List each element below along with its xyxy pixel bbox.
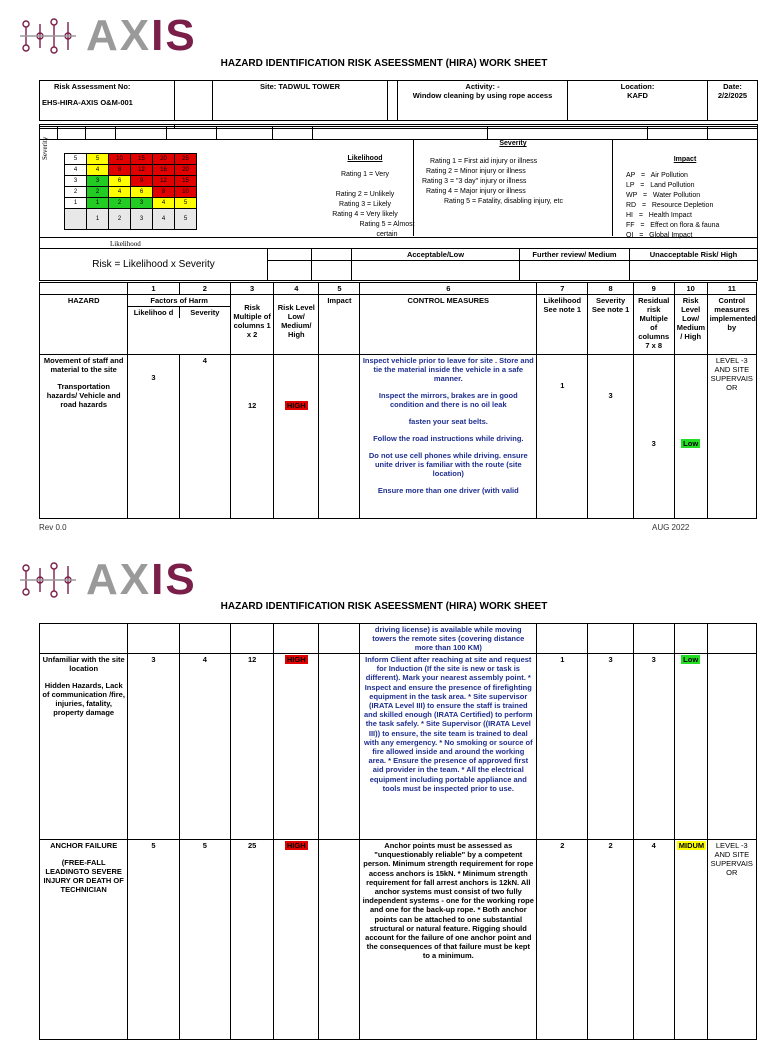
control-measure-item: Inspect vehicle prior to leave for site . Store and tie the material inside the vehicle in a safe manner. [362, 356, 534, 383]
matrix-row-label: 2 [65, 187, 87, 198]
matrix-cell: 20 [153, 154, 175, 165]
network-logo-icon [16, 16, 86, 56]
risk-level-badge: HIGH [286, 655, 306, 664]
impact-item: FF = Effect on flora & fauna [626, 222, 720, 229]
page-title-2: HAZARD IDENTIFICATION RISK ASEESSMENT (HIRA) WORK SHEET [220, 601, 548, 612]
location-value: KAFD [627, 91, 648, 100]
severity-r3: Rating 3 = "3 day" injury or illness [422, 178, 527, 185]
column-number: 1 [128, 283, 179, 295]
matrix-column-label: 4 [153, 209, 175, 230]
severity-value: 5 [179, 840, 230, 1040]
logo-text-ax: AX [86, 11, 152, 60]
page-title: HAZARD IDENTIFICATION RISK ASEESSMENT (HIRA) WORK SHEET [220, 58, 548, 69]
table-row [40, 355, 757, 519]
date-value: 2/2/2025 [717, 91, 748, 100]
hazard-text-b: (FREE-FALL LEADINGTO SEVERE INJURY OR DEATH OF TECHNICIAN [43, 858, 124, 894]
matrix-cell: 4 [109, 187, 131, 198]
logo-text-is: IS [151, 11, 197, 60]
table-row [40, 654, 757, 840]
control-measures-cell: Inform Client after reaching at site and request for Induction (If the site is new or task is different). Mark your nearest assembly point. * Inspect and ensure the presence of firefighting equipment in the task area. * Site supervisor (IRATA Level III) to ensure the staff is trained and skilled enough (IRATA Certified) to perform the task safely. * Site Supervisor ((IRATA Level III)) to ensure, the site team is trained to deal with any emergency. * No smoking or source of fire allowed inside and around the working area. * Ensure the presence of approved first aid provider in the team. * All the electrical equipment including portable appliance and tools must be inspected prior to use. [360, 654, 537, 840]
matrix-cell: 12 [131, 165, 153, 176]
severity-value: 4 [179, 355, 230, 519]
likelihood2-value: 1 [537, 355, 588, 519]
likelihood2-header: Likelihood See note 1 [537, 295, 588, 355]
matrix-cell: 8 [153, 187, 175, 198]
implemented-by: LEVEL -3 AND SITE SUPERVAIS OR [707, 840, 756, 1040]
column-number: 2 [179, 283, 230, 295]
impact-list [620, 171, 750, 241]
hazard-table-continued [39, 623, 757, 1040]
risk-value: 12 [231, 654, 274, 840]
matrix-column-label: 1 [87, 209, 109, 230]
severity-value: 4 [179, 654, 230, 840]
impact-header: Impact [319, 295, 360, 355]
matrix-cell: 20 [175, 165, 197, 176]
control-header: CONTROL MEASURES [360, 295, 537, 355]
risk-level2-badge: MIDUM [678, 841, 705, 850]
severity-header: Severity [190, 308, 220, 317]
matrix-cell: 2 [87, 187, 109, 198]
likelihood-r1: Rating 1 = Very [340, 171, 390, 178]
matrix-cell: 15 [131, 154, 153, 165]
hazard-cell [40, 840, 128, 1040]
band-medium: Further review/ Medium [520, 249, 630, 261]
likelihood2-value: 1 [537, 654, 588, 840]
column-number: 10 [674, 283, 707, 295]
column-number: 9 [633, 283, 674, 295]
severity-axis-label: Severity [41, 136, 49, 160]
likelihood-r2: Rating 2 = Unlikely [335, 191, 395, 198]
matrix-row-label: 4 [65, 165, 87, 176]
severity-r5: Rating 5 = Fatality, disabling injury, etc [444, 198, 563, 205]
likelihood-value: 5 [128, 840, 179, 1040]
column-number: 4 [274, 283, 319, 295]
revision-label: Rev 0.0 [39, 523, 67, 532]
matrix-cell: 5 [87, 154, 109, 165]
activity-label: Activity: - [465, 82, 500, 91]
logo-text-is: IS [151, 555, 197, 604]
control-measure-item: Ensure more than one driver (with valid [377, 486, 519, 495]
impact-item: OI = Global Impact [626, 232, 693, 239]
matrix-cell: 5 [175, 198, 197, 209]
likelihood-r5: Rating 5 = Almost certain [359, 221, 415, 238]
column-number: 11 [707, 283, 756, 295]
site-label: Site: TADWUL TOWER [213, 81, 388, 121]
company-logo-page2 [16, 555, 197, 604]
date-cell [708, 81, 758, 121]
location-cell [568, 81, 708, 121]
factors-header-cell [128, 295, 231, 355]
risk-level2-badge: Low [683, 655, 699, 664]
likelihood-value: 3 [128, 355, 179, 519]
residual-value: 3 [633, 654, 674, 840]
risk-level2-badge: Low [683, 439, 699, 448]
hazard-text-a: Movement of staff and material to the site [43, 356, 124, 374]
hazard-text-a: Unfamiliar with the site location [42, 655, 125, 673]
column-number: 6 [360, 283, 537, 295]
severity2-value: 2 [588, 840, 633, 1040]
risk-formula: Risk = Likelihood x Severity [40, 249, 268, 281]
likelihood-r3: Rating 3 = Likely [339, 201, 391, 208]
company-logo [16, 11, 197, 60]
matrix-cell: 15 [175, 176, 197, 187]
control-measure-item: Do not use cell phones while driving. ensure unite driver is familiar with the route (site location) [368, 451, 528, 478]
column-number [40, 283, 128, 295]
table-row [40, 624, 757, 654]
column-number-row [40, 283, 757, 295]
hazard-text-b: Transportation hazards/ Vehicle and road hazards [46, 382, 121, 409]
matrix-corner [65, 209, 87, 230]
impact-item: HI = Health Impact [626, 212, 692, 219]
matrix-cell: 6 [109, 176, 131, 187]
hazard-cell [40, 355, 128, 519]
hazard-cell [40, 654, 128, 840]
severity2-value: 3 [588, 355, 633, 519]
risk-level-header: Risk Level Low/ Medium/ High [274, 295, 319, 355]
activity-value: Window cleaning by using rope access [412, 91, 553, 100]
matrix-cell: 4 [153, 198, 175, 209]
risk-matrix [64, 153, 197, 230]
factors-header: Factors of Harm [128, 295, 230, 307]
matrix-cell: 10 [109, 154, 131, 165]
impact-item: LP = Land Pollution [626, 182, 695, 189]
risk-value: 25 [231, 840, 274, 1040]
risk-header: Risk Multiple of columns 1 x 2 [231, 295, 274, 355]
table-row [40, 840, 757, 1040]
severity2-value: 3 [588, 654, 633, 840]
matrix-cell: 1 [87, 198, 109, 209]
residual-value: 3 [633, 355, 674, 519]
info-table [39, 80, 758, 121]
risk-level2-header: Risk Level Low/ Medium / High [674, 295, 707, 355]
impact-item: WP = Water Pollution [626, 192, 701, 199]
matrix-column-label: 3 [131, 209, 153, 230]
impact-item: AP = Air Pollution [626, 172, 688, 179]
matrix-cell: 3 [87, 176, 109, 187]
column-number: 5 [319, 283, 360, 295]
control-measure-item: Follow the road instructions while driving. [373, 434, 524, 443]
column-number: 3 [231, 283, 274, 295]
risk-assessment-value: EHS-HIRA-AXIS O&M-001 [42, 98, 133, 107]
matrix-row-label: 1 [65, 198, 87, 209]
likelihood2-value: 2 [537, 840, 588, 1040]
matrix-cell: 9 [131, 176, 153, 187]
implemented-by: LEVEL -3 AND SITE SUPERVAIS OR [707, 355, 756, 519]
risk-assessment-label: Risk Assessment No: [54, 82, 131, 91]
date-label: Date: [723, 82, 742, 91]
blank-row-2 [39, 126, 758, 140]
column-number: 7 [537, 283, 588, 295]
severity-r1: Rating 1 = First aid injury or illness [430, 158, 538, 165]
severity-r2: Rating 2 = Minor injury or illness [426, 168, 526, 175]
likelihood-heading: Likelihood [347, 155, 383, 162]
risk-value: 12 [231, 355, 274, 519]
control-measures-cell: Anchor points must be assessed as "unquestionably reliable" by a competent person. Minimum strength requirement for rope access anchors is 15kN. * Minimum strength requirement for fall arrest anchors is 12kN. All anchor systems must consist of two fully independent systems - one for the working rope and one for the back-up rope. * Both anchor points can be attached to one substantial structural or natural feature. Rigging should account for the failure of one anchor point and the consequences of that failure must be kept to a minimum. [360, 840, 537, 1040]
risk-assessment-cell [40, 81, 175, 121]
likelihood-key [310, 154, 420, 240]
network-logo-icon [16, 560, 86, 600]
column-number: 8 [588, 283, 633, 295]
matrix-cell: 4 [87, 165, 109, 176]
control-measure-item: fasten your seat belts. [408, 417, 488, 426]
matrix-cell: 10 [175, 187, 197, 198]
impact-heading: Impact [673, 156, 697, 163]
residual-header: Residual risk Multiple of columns 7 x 8 [633, 295, 674, 355]
likelihood-header: Likelihoo d [128, 307, 179, 318]
band-low: Acceptable/Low [352, 249, 520, 261]
impact-key [620, 155, 750, 241]
risk-band-table [39, 248, 758, 281]
severity2-header: Severity See note 1 [588, 295, 633, 355]
likelihood-value: 3 [128, 654, 179, 840]
matrix-cell: 6 [131, 187, 153, 198]
likelihood-axis-label: Likelihood [110, 240, 141, 248]
likelihood-r4: Rating 4 = Very likely [332, 211, 398, 218]
residual-value: 4 [633, 840, 674, 1040]
impact-item: RD = Resource Depletion [626, 202, 714, 209]
continued-controls: driving license) is available while moving towers the remote sites (covering distance more than 100 KM) [360, 624, 537, 654]
matrix-cell: 3 [131, 198, 153, 209]
matrix-cell: 16 [153, 165, 175, 176]
location-label: Location: [620, 82, 655, 91]
matrix-cell: 8 [109, 165, 131, 176]
implemented-header: Control measures implemented by [707, 295, 756, 355]
matrix-column-label: 5 [175, 209, 197, 230]
hazard-text-a: ANCHOR FAILURE [50, 841, 118, 850]
risk-level-badge: HIGH [286, 841, 306, 850]
severity-r4: Rating 4 = Major injury or illness [426, 188, 526, 195]
risk-level-badge: HIGH [286, 401, 306, 410]
matrix-cell: 25 [175, 154, 197, 165]
matrix-cell: 2 [109, 198, 131, 209]
footer-date: AUG 2022 [652, 523, 690, 532]
severity-heading: Severity [499, 140, 527, 147]
matrix-column-label: 2 [109, 209, 131, 230]
band-high: Unacceptable Risk/ High [630, 249, 758, 261]
hazard-table [39, 282, 757, 519]
control-measures-cell [360, 355, 537, 519]
matrix-cell: 12 [153, 176, 175, 187]
severity-key [418, 139, 608, 207]
hazard-header: HAZARD [40, 295, 128, 355]
control-measure-item: Inspect the mirrors, brakes are in good condition and there is no oil leak [378, 391, 518, 409]
logo-text-ax: AX [86, 555, 152, 604]
matrix-row-label: 5 [65, 154, 87, 165]
activity-cell [398, 81, 568, 121]
matrix-row-label: 3 [65, 176, 87, 187]
hazard-text-b: Hidden Hazards, Lack of communication /fire, injuries, fatality, property damage [42, 681, 125, 717]
